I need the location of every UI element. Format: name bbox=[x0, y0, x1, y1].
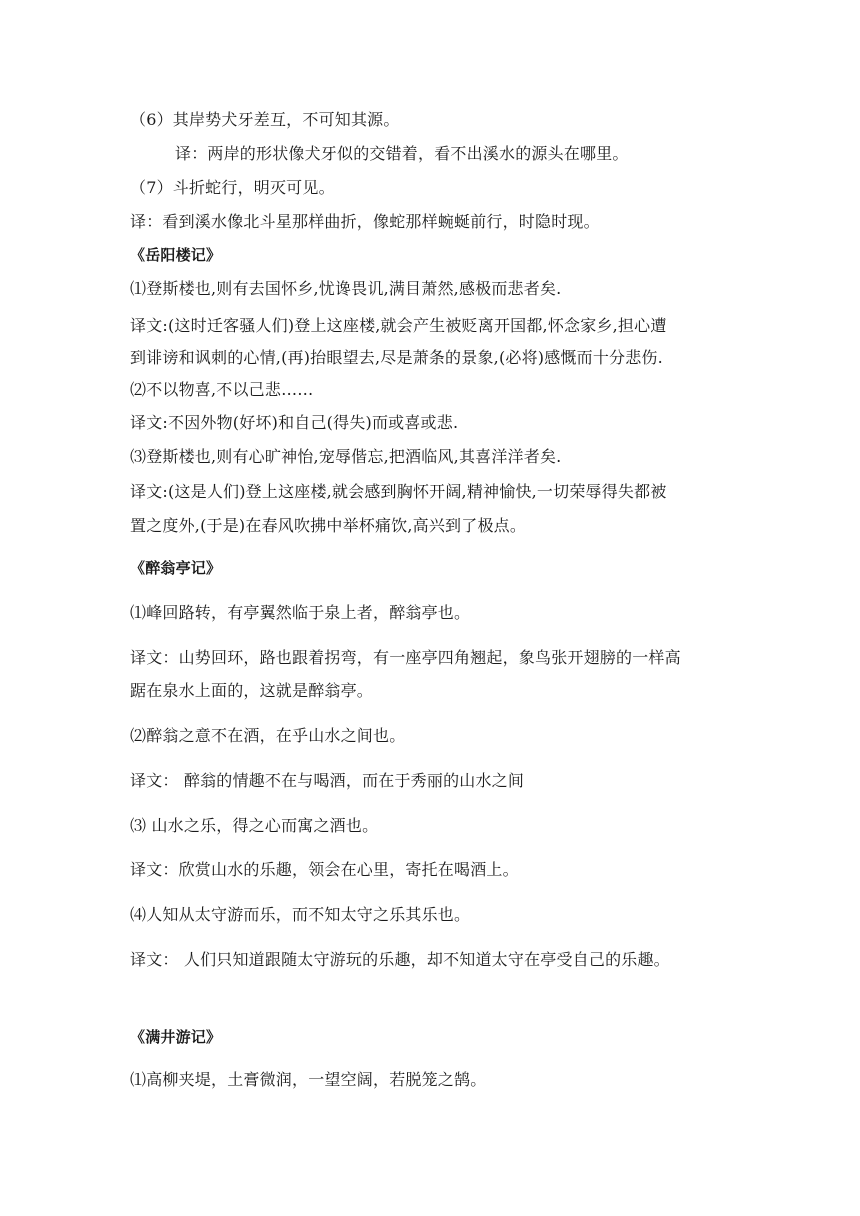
manjingyou-line-1: ⑴高柳夹堤，土膏微润，一望空阔，若脱笼之鹄。 bbox=[130, 1070, 487, 1089]
xiaoshitan-line-4: 译：看到溪水像北斗星那样曲折，像蛇那样蜿蜒前行，时隐时现。 bbox=[130, 212, 600, 231]
manjingyou-title: 《满井游记》 bbox=[130, 1028, 222, 1046]
xiaoshitan-line-3: （7）斗折蛇行，明灭可见。 bbox=[130, 178, 335, 197]
yueyanglou-line-6: ⑶登斯楼也,则有心旷神怡,宠辱偕忘,把酒临风,其喜洋洋者矣. bbox=[130, 447, 562, 466]
zuiwengting-line-9: 译文： 人们只知道跟随太守游玩的乐趣，却不知道太守在亭受自己的乐趣。 bbox=[130, 950, 670, 969]
yueyanglou-line-8: 置之度外,(于是)在春风吹拂中举杯痛饮,高兴到了极点。 bbox=[130, 516, 527, 535]
yueyanglou-title: 《岳阳楼记》 bbox=[130, 246, 222, 264]
xiaoshitan-line-1: （6）其岸势犬牙差互，不可知其源。 bbox=[130, 110, 400, 129]
yueyanglou-line-2: 译文:(这时迁客骚人们)登上这座楼,就会产生被贬离开国都,怀念家乡,担心遭 bbox=[130, 316, 667, 335]
zuiwengting-line-8: ⑷人知从太守游而乐，而不知太守之乐其乐也。 bbox=[130, 905, 471, 924]
zuiwengting-line-6: ⑶ 山水之乐，得之心而寓之酒也。 bbox=[130, 816, 379, 835]
zuiwengting-line-3: 踞在泉水上面的，这就是醉翁亭。 bbox=[130, 681, 374, 700]
xiaoshitan-line-2: 译：两岸的形状像犬牙似的交错着，看不出溪水的源头在哪里。 bbox=[175, 144, 629, 163]
yueyanglou-line-1: ⑴登斯楼也,则有去国怀乡,忧谗畏讥,满目萧然,感极而悲者矣. bbox=[130, 279, 562, 298]
zuiwengting-line-5: 译文： 醉翁的情趣不在与喝酒，而在于秀丽的山水之间 bbox=[130, 771, 525, 790]
zuiwengting-line-1: ⑴峰回路转，有亭翼然临于泉上者，醉翁亭也。 bbox=[130, 603, 471, 622]
yueyanglou-line-7: 译文:(这是人们)登上这座楼,就会感到胸怀开阔,精神愉快,一切荣辱得失都被 bbox=[130, 482, 667, 501]
yueyanglou-line-5: 译文:不因外物(好坏)和自己(得失)而或喜或悲. bbox=[130, 413, 459, 432]
yueyanglou-line-3: 到诽谤和讽刺的心情,(再)抬眼望去,尽是萧条的景象,(必将)感慨而十分悲伤. bbox=[130, 348, 663, 367]
zuiwengting-title: 《醉翁亭记》 bbox=[130, 559, 222, 577]
yueyanglou-line-4: ⑵不以物喜,不以己悲…… bbox=[130, 380, 314, 399]
zuiwengting-line-2: 译文：山势回环，路也跟着拐弯，有一座亭四角翘起，象鸟张开翅膀的一样高 bbox=[130, 648, 681, 667]
zuiwengting-line-7: 译文：欣赏山水的乐趣，领会在心里，寄托在喝酒上。 bbox=[130, 860, 519, 879]
zuiwengting-line-4: ⑵醉翁之意不在酒，在乎山水之间也。 bbox=[130, 726, 406, 745]
